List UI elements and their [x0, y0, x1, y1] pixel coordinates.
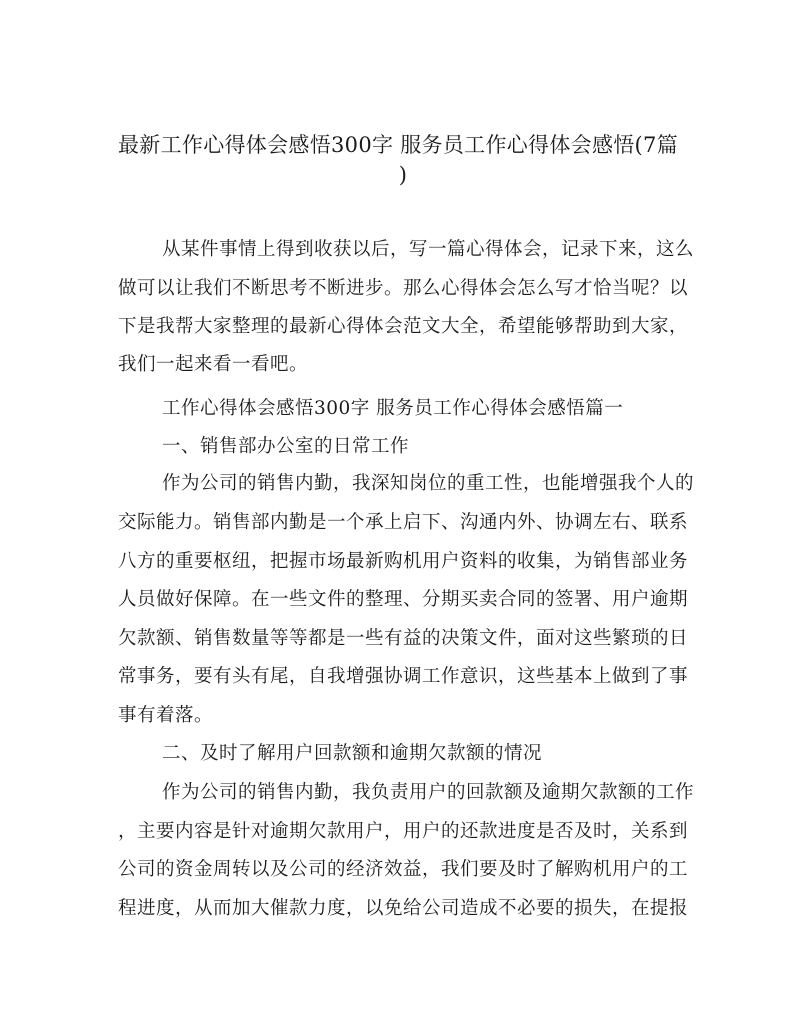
subsection-heading: 一、销售部办公室的日常工作 [162, 436, 410, 457]
body-line: 我们一起来看一看吧。 [118, 354, 309, 375]
body-line: 公司的资金周转以及公司的经济效益，我们要及时了解购机用户的工 [118, 859, 689, 880]
body-line: 从某件事情上得到收获以后，写一篇心得体会，记录下来，这么 [162, 239, 695, 260]
body-line: 做可以让我们不断思考不断进步。那么心得体会怎么写才恰当呢？以 [118, 278, 689, 299]
body-line: 作为公司的销售内勤，我深知岗位的重工性，也能增强我个人的 [162, 473, 695, 494]
body-line: 作为公司的销售内勤，我负责用户的回款额及逾期欠款额的工作 [162, 782, 695, 803]
document-title [118, 130, 688, 190]
subsection-heading: 二、及时了解用户回款额和逾期欠款额的情况 [162, 743, 543, 764]
body-line: 事有着落。 [118, 705, 214, 726]
title-line-2: ) [398, 163, 408, 187]
body-line: 程进度，从而加大催款力度，以免给公司造成不必要的损失，在提报 [118, 898, 689, 919]
title-line-1: 最新工作心得体会感悟300字 服务员工作心得体会感悟(7篇 [118, 133, 679, 157]
body-line: 下是我帮大家整理的最新心得体会范文大全，希望能够帮助到大家， [118, 316, 689, 337]
body-line: 交际能力。销售部内勤是一个承上启下、沟通内外、协调左右、联系 [118, 512, 689, 533]
body-line: ，主要内容是针对逾期欠款用户，用户的还款进度是否及时，关系到 [118, 821, 689, 842]
section-heading: 工作心得体会感悟300字 服务员工作心得体会感悟篇一 [162, 398, 624, 419]
body-line: 欠款额、销售数量等等都是一些有益的决策文件，面对这些繁琐的日 [118, 628, 689, 649]
body-line: 人员做好保障。在一些文件的整理、分期买卖合同的签署、用户逾期 [118, 589, 689, 610]
body-line: 常事务，要有头有尾，自我增强协调工作意识，这些基本上做到了事 [118, 666, 689, 687]
body-line: 八方的重要枢纽，把握市场最新购机用户资料的收集，为销售部业务 [118, 551, 689, 572]
